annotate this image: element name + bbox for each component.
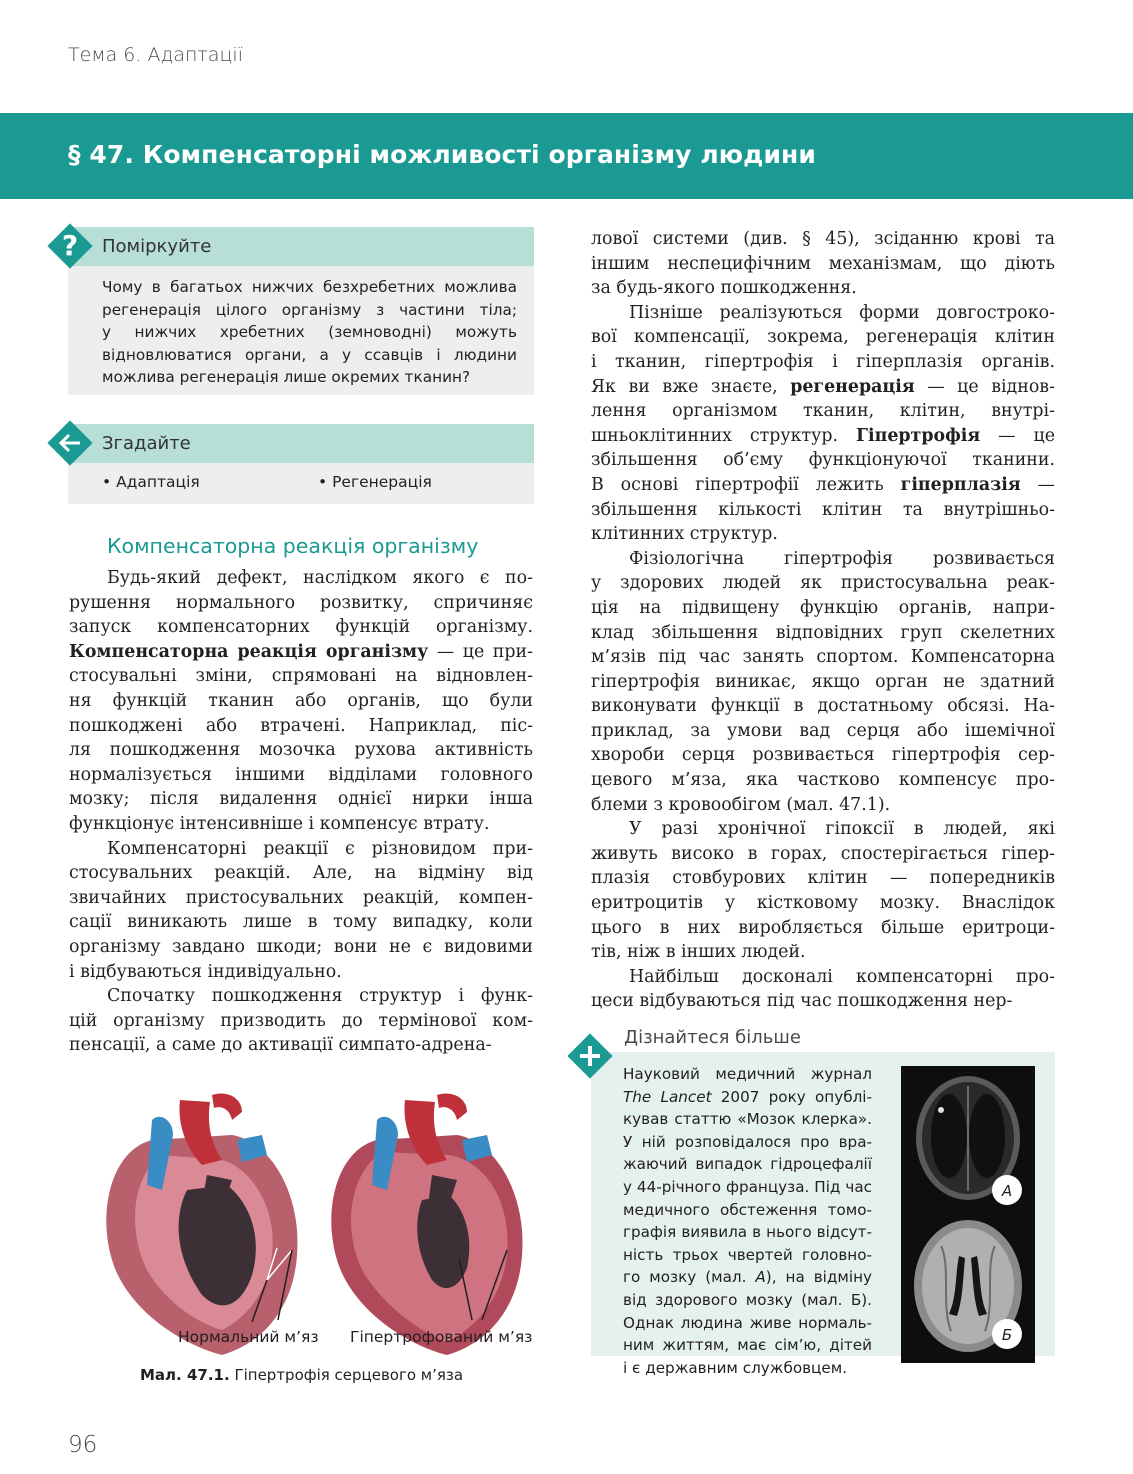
text-line	[623, 1266, 872, 1289]
text-line	[591, 940, 1055, 965]
text-line	[69, 812, 533, 837]
figure-label-normal: Нормальний м’яз	[178, 1328, 319, 1346]
text-run: хвороби серця розвивається гіпертрофія сер-	[591, 745, 1055, 766]
text-line	[623, 1244, 872, 1267]
heart-hypertrophy-illustration	[92, 1080, 542, 1370]
text-line	[623, 1199, 872, 1222]
text-line	[591, 301, 1055, 326]
text-line	[69, 910, 533, 935]
text-run: запуск компенсаторних функцій організму.	[69, 617, 533, 638]
text-run: функціонує інтенсивніше і компенсує втрату.	[69, 813, 490, 834]
text-run: Будь-який дефект, наслідком якого є по-	[107, 568, 533, 588]
text-line	[591, 473, 1055, 498]
section-heading: Компенсаторна реакція організму	[107, 534, 479, 558]
text-run: У разі хронічної гіпоксії в людей, які	[629, 819, 1055, 840]
scan-label-b: Б	[1001, 1326, 1013, 1344]
text-run: стосувальних реакцій. Але, на відміну від	[69, 863, 533, 884]
text-line	[591, 424, 1055, 449]
figure-label-hypertrophied: Гіпертрофований м’яз	[350, 1328, 533, 1346]
text-line	[591, 227, 1055, 252]
recall-item: • Регенерація	[318, 473, 432, 491]
text-line	[69, 664, 533, 689]
text-run: плазія стовбурових клітин — попередників	[591, 868, 1055, 889]
question-icon: ?	[47, 223, 93, 269]
text-line	[591, 768, 1055, 793]
text-run: ція на підвищену функцію органів, напри-	[591, 597, 1055, 618]
text-line	[69, 984, 533, 1009]
text-run: —	[1020, 474, 1055, 495]
text-line	[591, 645, 1055, 670]
text-line	[69, 787, 533, 812]
text-run: і є державним службовцем.	[623, 1358, 848, 1377]
think-box-title: Поміркуйте	[102, 236, 212, 257]
text-run: цевого м’яза, яка частково компенсує про-	[591, 770, 1055, 791]
text-run: виконувати функції в достатньому обсязі. На-	[591, 696, 1055, 717]
text-line	[591, 375, 1055, 400]
left-column-text	[69, 566, 533, 1058]
text-line	[591, 522, 1055, 547]
right-column-text	[591, 227, 1055, 1014]
text-line	[623, 1176, 872, 1199]
recall-item: • Адаптація	[102, 473, 200, 491]
text-run: еритроцитів у кістковому мозку. Внаслідок	[591, 893, 1055, 914]
arrow-left-icon	[47, 420, 93, 466]
text-line	[591, 498, 1055, 523]
text-run: — це	[980, 425, 1055, 446]
text-run: і відбуваються індивідуально.	[69, 961, 342, 982]
text-run: Пізніше реалізуються форми довгостроко-	[629, 302, 1055, 323]
text-line	[69, 886, 533, 911]
text-run: Однак людина живе нормаль-	[623, 1313, 872, 1332]
text-run: — це при-	[428, 641, 533, 662]
text-line	[591, 793, 1055, 818]
text-run: іншим неспецифічним механізмам, що діють	[591, 253, 1055, 274]
text-run: стосувальні зміни, спрямовані на відновлен-	[69, 666, 533, 687]
bold-term: Компенсаторна реакція організму	[69, 641, 429, 662]
text-run: пенсації, а саме до активації симпато-адрена-	[69, 1035, 492, 1056]
text-line	[591, 842, 1055, 867]
text-line	[69, 566, 533, 591]
text-run: медичного обстеження томо-	[623, 1200, 872, 1219]
text-line	[591, 547, 1055, 572]
text-run: кував статтю «Мозок клерка».	[623, 1110, 872, 1129]
text-line	[591, 571, 1055, 596]
text-line	[591, 448, 1055, 473]
italic-term: The Lancet	[623, 1087, 712, 1106]
hypertrophied-heart-illustration	[331, 1094, 522, 1355]
text-run: за будь-якого пошкодження.	[591, 278, 857, 299]
text-line	[69, 615, 533, 640]
text-run: Науковий медичний журнал	[623, 1065, 872, 1083]
think-line: можлива регенерація лише окремих тканин?	[102, 368, 471, 386]
text-line	[623, 1086, 872, 1109]
text-run: ним життям, має сім’ю, дітей	[623, 1336, 872, 1355]
text-line	[591, 276, 1055, 301]
text-run: збільшення об’єму функціонуючої тканини.	[591, 450, 1055, 471]
text-line	[69, 714, 533, 739]
text-run: і тканин, гіпертрофія і гіперплазія органів.	[591, 351, 1055, 372]
text-line	[591, 989, 1055, 1014]
text-line	[623, 1357, 872, 1380]
italic-term: А	[755, 1268, 766, 1287]
text-run: 2007 року опублі-	[711, 1087, 872, 1106]
text-line	[591, 399, 1055, 424]
text-run: лової системи (див. § 45), зсіданню крові та	[591, 229, 1055, 249]
text-run: блеми з кровообігом (мал. 47.1).	[591, 794, 891, 815]
text-run: клад збільшення відповідних груп скелетних	[591, 622, 1055, 643]
title-bar	[0, 113, 1133, 199]
text-run: Найбільш досконалі компенсаторні про-	[629, 966, 1055, 987]
text-line	[69, 1009, 533, 1034]
caption-number: Мал. 47.1.	[140, 1366, 230, 1384]
text-line	[623, 1289, 872, 1312]
text-line	[623, 1063, 872, 1086]
text-line	[591, 596, 1055, 621]
page-number: 96	[68, 1432, 98, 1458]
text-run: Спочатку пошкодження структур і функ-	[107, 986, 533, 1007]
learn-more-text	[623, 1063, 872, 1379]
text-line	[623, 1153, 872, 1176]
caption-text: Гіпертрофія серцевого м’яза	[229, 1366, 464, 1384]
text-run: лення організмом тканин, клітин, внутрі-	[591, 401, 1055, 422]
text-line	[591, 621, 1055, 646]
text-line	[591, 694, 1055, 719]
text-run: звичайних пристосувальних реакцій, компен-	[69, 887, 533, 908]
text-line	[623, 1221, 872, 1244]
text-run: графія виявила в нього відсут-	[623, 1223, 872, 1242]
figure-caption	[140, 1366, 463, 1384]
text-run: приклад, за умови вад серця або ішемічної	[591, 720, 1055, 741]
text-line	[69, 689, 533, 714]
page-title: § 47. Компенсаторні можливості організму людини	[68, 140, 817, 169]
text-run: жаючий випадок гідроцефалії	[623, 1155, 872, 1174]
text-run: цього в них виробляється більше еритроци-	[591, 917, 1055, 938]
text-line	[591, 325, 1055, 350]
text-line	[591, 965, 1055, 990]
think-line: у нижчих хребетних (земноводні) можуть	[102, 323, 517, 341]
text-line	[591, 350, 1055, 375]
text-line	[623, 1312, 872, 1335]
text-run: го мозку (мал.	[623, 1268, 756, 1287]
running-head: Тема 6. Адаптації	[68, 44, 243, 66]
text-line	[591, 916, 1055, 941]
text-run: живуть високо в горах, спостерігається гіпер-	[591, 843, 1055, 864]
text-line	[591, 252, 1055, 277]
text-run: В основі гіпертрофії лежить	[591, 474, 901, 495]
brain-scans-image	[901, 1066, 1035, 1363]
plus-icon	[567, 1033, 613, 1079]
text-line	[623, 1108, 872, 1131]
recall-box-title: Згадайте	[102, 433, 191, 454]
think-line: відновлюватися органи, а у ссавців і людини	[102, 345, 517, 364]
think-line: Чому в багатьох нижчих безхребетних можлива	[102, 278, 517, 296]
text-run: збільшення кількості клітин та внутрішньо-	[591, 499, 1055, 520]
text-run: гіпертрофія виникає, якщо орган не здатний	[591, 671, 1055, 692]
text-line	[591, 719, 1055, 744]
text-line	[623, 1131, 872, 1154]
text-run: вої компенсації, зокрема, регенерація клітин	[591, 327, 1055, 348]
text-run: від здорового мозку (мал. Б).	[623, 1290, 872, 1309]
text-run: Фізіологічна гіпертрофія розвивається	[629, 548, 1055, 569]
text-run: Як ви вже знаєте,	[591, 376, 791, 397]
text-line	[591, 743, 1055, 768]
think-box-text	[102, 276, 517, 389]
text-run: рушення нормального розвитку, спричиняє	[69, 592, 533, 613]
text-run: клітинних структур.	[591, 524, 778, 545]
text-run: цій організму призводить до термінової ком-	[69, 1010, 533, 1031]
text-run: шньоклітинних структур.	[591, 425, 856, 446]
text-run: Компенсаторні реакції є різновидом при-	[107, 838, 533, 859]
text-run: ), на відміну	[765, 1268, 872, 1287]
text-run: організму завдано шкоди; вони не є видовими	[69, 936, 533, 957]
text-line	[69, 837, 533, 862]
text-run: м’язів під час занять спортом. Компенсаторна	[591, 647, 1055, 668]
text-run: тів, ніж в інших людей.	[591, 942, 806, 963]
text-run: У ній розповідалося про вра-	[623, 1132, 872, 1151]
text-line	[69, 861, 533, 886]
text-run: мозку; після видалення однієї нирки інша	[69, 789, 533, 810]
bold-term: гіперплазія	[900, 474, 1021, 495]
text-line	[69, 935, 533, 960]
text-run: ність трьох чвертей головно-	[623, 1245, 872, 1264]
text-line	[591, 866, 1055, 891]
text-run: у 44-річного француза. Під час	[623, 1177, 872, 1196]
text-run: ня функцій тканин або органів, що були	[69, 690, 533, 711]
text-line	[591, 891, 1055, 916]
think-line: регенерація цілого організму з частини тіла;	[102, 300, 517, 319]
text-run: — це віднов-	[914, 376, 1055, 397]
text-run: пошкоджені або втрачені. Наприклад, піс-	[69, 715, 533, 736]
normal-heart-illustration	[106, 1094, 297, 1355]
text-line	[591, 817, 1055, 842]
text-line	[69, 738, 533, 763]
text-run: ля пошкодження мозочка рухова активність	[69, 740, 533, 761]
learn-more-title: Дізнайтеся більше	[624, 1027, 801, 1048]
text-line	[623, 1334, 872, 1357]
bold-term: Гіпертрофія	[855, 425, 981, 446]
text-line	[69, 640, 533, 665]
bold-term: регенерація	[790, 376, 915, 397]
text-line	[69, 1033, 533, 1058]
text-line	[69, 960, 533, 985]
text-line	[69, 763, 533, 788]
text-line	[591, 670, 1055, 695]
text-run: у здорових людей як пристосувальна реак-	[591, 573, 1055, 594]
scan-label-a: А	[1001, 1182, 1013, 1200]
text-line	[69, 591, 533, 616]
text-run: цеси відбуваються під час пошкодження нер-	[591, 991, 1013, 1012]
text-run: сації виникають лише в тому випадку, коли	[69, 912, 533, 933]
text-run: нормалізується іншими відділами головного	[69, 764, 533, 785]
